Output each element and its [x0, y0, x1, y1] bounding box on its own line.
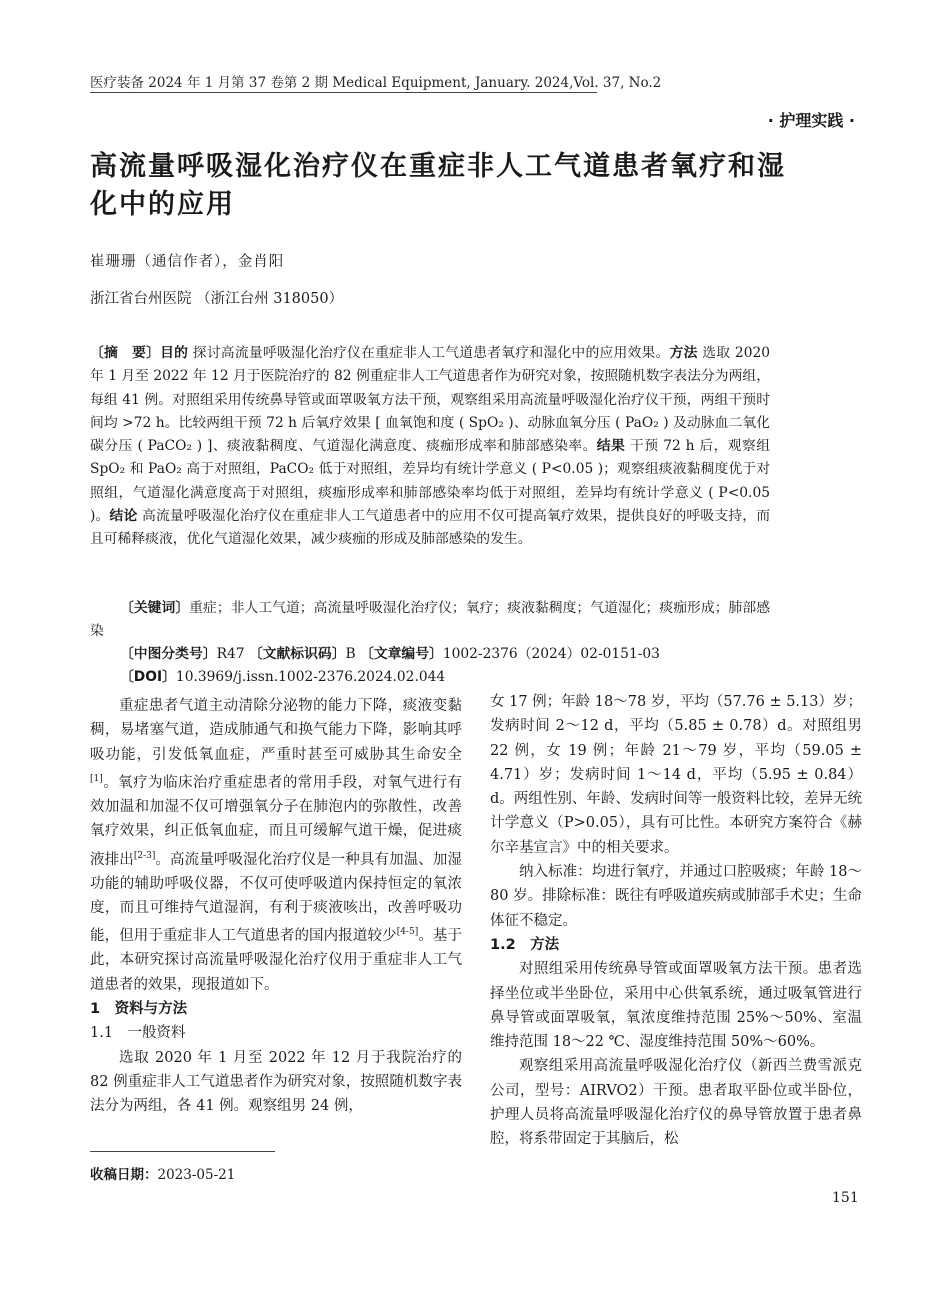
- intro-text-d: 。基于此，本研究探讨高流量呼吸湿化治疗仪用于重症非人工气道患者的效果，现报道如下。: [90, 928, 463, 993]
- observation-group-paragraph: 观察组采用高流量呼吸湿化治疗仪（新西兰费雪派克公司，型号：AIRVO2）干预。患者取平卧位或半卧位，护理人员将高流量呼吸湿化治疗仪的鼻导管放置于患者鼻腔，将系带固定于其脑后，松: [490, 1058, 862, 1148]
- received-value: 2023-05-21: [157, 1167, 236, 1183]
- keywords: [90, 597, 770, 643]
- control-group-paragraph: 对照组采用传统鼻导管或面罩吸氧方法干预。患者选择坐位或半坐卧位，采用中心供氧系统，通过吸氧管进行鼻导管或面罩吸氧，氧浓度维持范围 25%～50%、室温维持范围 18～22 ℃、湿度维持范围 50%～60%。: [490, 961, 862, 1051]
- journal-header: 医疗装备 2024 年 1 月第 37 卷第 2 期 Medical Equipment, January. 2024,Vol. 37, No.2: [90, 75, 662, 91]
- general-data-continued: 女 17 例；年龄 18～78 岁，平均（57.76 ± 5.13）岁；发病时间 2～12 d，平均（5.85 ± 0.78）d。对照组男 22 例，女 19 例；年龄 21～79 岁，平均（59.05 ± 4.71）岁；发病时间 1～14 d，平均（5.95 ± 0.84）d。两组性别、年龄、发病时间等一般资料比较，差异无统计学意义（P>0.05），具有可比性。本研究方案符合《赫尔辛基宣言》中的相关要求。: [490, 694, 862, 856]
- footnote-divider: [90, 1151, 275, 1152]
- criteria-paragraph: 纳入标准：均进行氧疗，并通过口腔吸痰；年龄 18～80 岁。排除标准：既往有呼吸道疾病或肺部手术史；生命体征不稳定。: [490, 864, 862, 929]
- abstract-conclusion-label: 结论: [109, 508, 138, 525]
- clc-value: R47: [216, 646, 245, 662]
- section-heading-1: 1 资料与方法: [90, 1001, 188, 1018]
- intro-text-b: 。氧疗为临床治疗重症患者的常用手段，对氧气进行有效加温和加湿不仅可增强氧分子在肺泡内的弥散性，改善氧疗效果，纠正低氧血症，而且可缓解气道干燥，促进痰液排出: [90, 774, 462, 868]
- article-number-value: 1002-2376（2024）02-0151-03: [442, 646, 660, 662]
- citation-ref[interactable]: [1]: [90, 773, 103, 784]
- body-right-column: [490, 690, 862, 1152]
- abstract-method: 选取 2020 年 1 月至 2022 年 12 月于医院治疗的 82 例重症非人工气道患者作为研究对象，按照随机数字表法分为两组，每组 41 例。对照组采用传统鼻导管或面罩吸氧方法干预，观察组采用高流量呼吸湿化治疗仪干预，两组干预时间均 >72 h。比较两组干预 72 h 后氧疗效果 [ 血氧饱和度 ( SpO₂ )、动脉血氧分压 ( PaO₂ ) 及动脉血二氧化碳分压 ( PaCO₂ ) ]、痰液黏稠度、气道湿化满意度、痰痂形成率和肺部感染率。: [90, 345, 771, 455]
- abstract-result-label: 结果: [596, 438, 626, 455]
- affiliation: 浙江省台州医院 （浙江台州 318050）: [90, 291, 344, 307]
- authors: 崔珊珊（通信作者），金肖阳: [90, 254, 285, 270]
- abstract: [90, 342, 770, 552]
- citation-ref[interactable]: [4-5]: [396, 927, 419, 938]
- abstract-label: 〔摘 要〕目的: [90, 345, 189, 361]
- doi-line: [120, 666, 445, 689]
- doc-code-value: B: [345, 646, 356, 662]
- general-data-paragraph: 选取 2020 年 1 月至 2022 年 12 月于我院治疗的 82 例重症非人工气道患者作为研究对象，按照随机数字表法分为两组，各 41 例。观察组男 24 例，: [90, 1049, 462, 1115]
- keywords-text: 重症；非人工气道；高流量呼吸湿化治疗仪；氧疗；痰液黏稠度；气道湿化；痰痂形成；肺部感染: [90, 600, 771, 639]
- section-tag: · 护理实践 ·: [767, 111, 855, 130]
- header-divider: [90, 92, 597, 93]
- abstract-purpose: 探讨高流量呼吸湿化治疗仪在重症非人工气道患者氧疗和湿化中的应用效果。: [192, 345, 670, 361]
- intro-paragraph: [90, 694, 462, 997]
- article-number-label: 〔文章编号〕: [360, 646, 443, 662]
- doi-value[interactable]: 10.3969/j.issn.1002-2376.2024.02.044: [175, 669, 446, 685]
- received-label: 收稿日期：: [90, 1167, 158, 1183]
- abstract-method-label: 方法: [669, 345, 698, 361]
- received-date: [90, 1163, 235, 1183]
- classification-line: [120, 643, 660, 666]
- abstract-conclusion: 高流量呼吸湿化治疗仪在重症非人工气道患者中的应用不仅可提高氧疗效果，提供良好的呼吸支持，而且可稀释痰液，优化气道湿化效果，减少痰痂的形成及肺部感染的发生。: [90, 508, 771, 548]
- keywords-label: 〔关键词〕: [120, 600, 190, 616]
- section-heading-1-2: 1.2 方法: [490, 936, 560, 953]
- citation-ref[interactable]: [2-3]: [133, 850, 156, 861]
- section-heading-1-1: 1.1 一般资料: [90, 1025, 186, 1042]
- intro-text-a: 重症患者气道主动清除分泌物的能力下降，痰液变黏稠，易堵塞气道，造成肺通气和换气能力下降，影响其呼吸功能，引发低氧血症，严重时甚至可威胁其生命安全: [90, 698, 462, 763]
- doi-label: 〔DOI〕: [120, 669, 176, 685]
- body-left-column: [90, 694, 462, 1119]
- article-title: 高流量呼吸湿化治疗仪在重症非人工气道患者氧疗和湿化中的应用: [90, 151, 786, 220]
- abstract-result: 干预 72 h 后，观察组 SpO₂ 和 PaO₂ 高于对照组，PaCO₂ 低于对照组，差异均有统计学意义 ( P<0.05 )；观察组痰液黏稠度优于对照组，气道湿化满意度高于对照组，痰痂形成率和肺部感染率均低于对照组，差异均有统计学意义 ( P<0.05 )。: [90, 438, 770, 525]
- intro-text-c: 。高流量呼吸湿化治疗仪是一种具有加温、加湿功能的辅助呼吸仪器，不仅可使呼吸道内保持恒定的氧浓度，而且可维持气道湿润，有利于痰液咳出，改善呼吸功能，但用于重症非人工气道患者的国内报道较少: [90, 851, 463, 945]
- page-number: 151: [832, 1190, 859, 1206]
- clc-label: 〔中图分类号〕: [120, 646, 217, 662]
- doc-code-label: 〔文献标识码〕: [248, 646, 346, 662]
